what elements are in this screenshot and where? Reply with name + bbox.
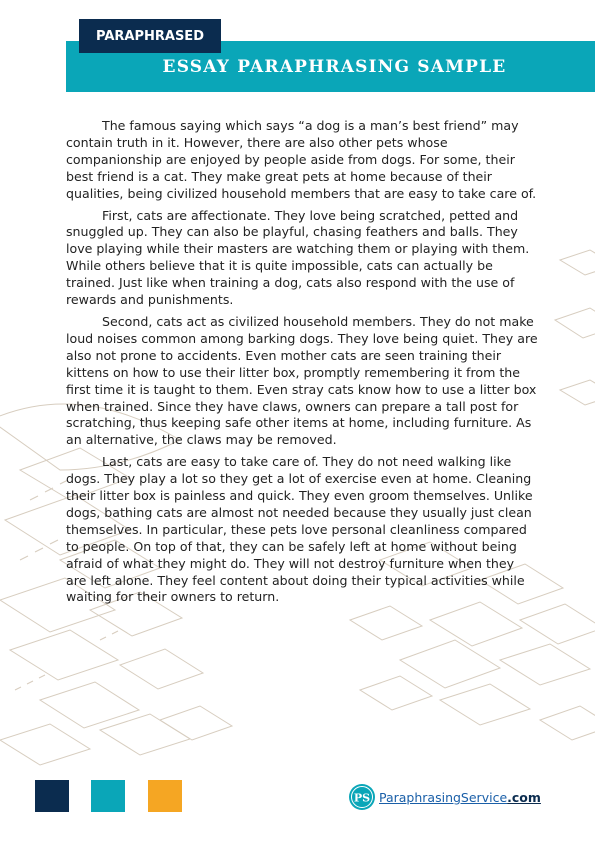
essay-paragraph: Second, cats act as civilized household members. They do not make loud noises common among barking dogs. They love being quiet. They are also not prone to accidents. Even mother cats are seen training their kittens on how to use their litter box, promptly remembering it from the first time it is taught to them. Even stray cats know how to use a litter box when trained. Since they have claws, owners can prepare a tall post for scratching, thus keeping safe other items at home, including furniture. As an alternative, the claws may be removed. — [66, 313, 538, 448]
page-title: ESSAY PARAPHRASING SAMPLE — [162, 57, 507, 77]
essay-paragraph: The famous saying which says “a dog is a man’s best friend” may contain truth in it. However, there are also other pets whose companionship are enjoyed by people aside from dogs. For some, their best friend is a cat. They make great pets at home because of their qualities, being civilized household members that are easy to take care of. — [66, 118, 537, 201]
paraphrased-tag: PARAPHRASED — [79, 19, 221, 53]
essay-paragraph: First, cats are affectionate. They love being scratched, petted and snuggled up. They can also be playful, chasing feathers and balls. They love playing while their masters are watching them or playing with them. While others believe that it is quite impossible, cats can actually be trained. Just like when training a dog, cats also respond with the use of rewards and punishments. — [66, 207, 530, 308]
essay-paragraph: Last, cats are easy to take care of. They do not need walking like dogs. They play a lot so they get a lot of exercise even at home. Cleaning their litter box is painless and quick. They even groom themselves. Unlike dogs, bathing cats are almost not needed because they usually just clean themselves. In particular, these pets love personal cleanliness compared to people. On top of that, they can be safely left at home without being afraid of what they might do. They will not destroy furniture when they are left alone. They feel content about doing their typical activities while waiting for their owners to return. — [66, 454, 533, 605]
logo-mark-text: PS — [353, 791, 371, 805]
orange-swatch — [148, 780, 182, 812]
paraphrasing-service-logo[interactable] — [348, 781, 541, 813]
teal-swatch — [91, 780, 125, 812]
logo-tld[interactable]: .com — [507, 789, 541, 805]
logo-name[interactable]: ParaphrasingService — [379, 789, 508, 805]
essay-body — [66, 118, 538, 611]
logo-text[interactable] — [379, 790, 541, 805]
ps-logo-icon — [348, 783, 376, 811]
navy-swatch — [35, 780, 69, 812]
